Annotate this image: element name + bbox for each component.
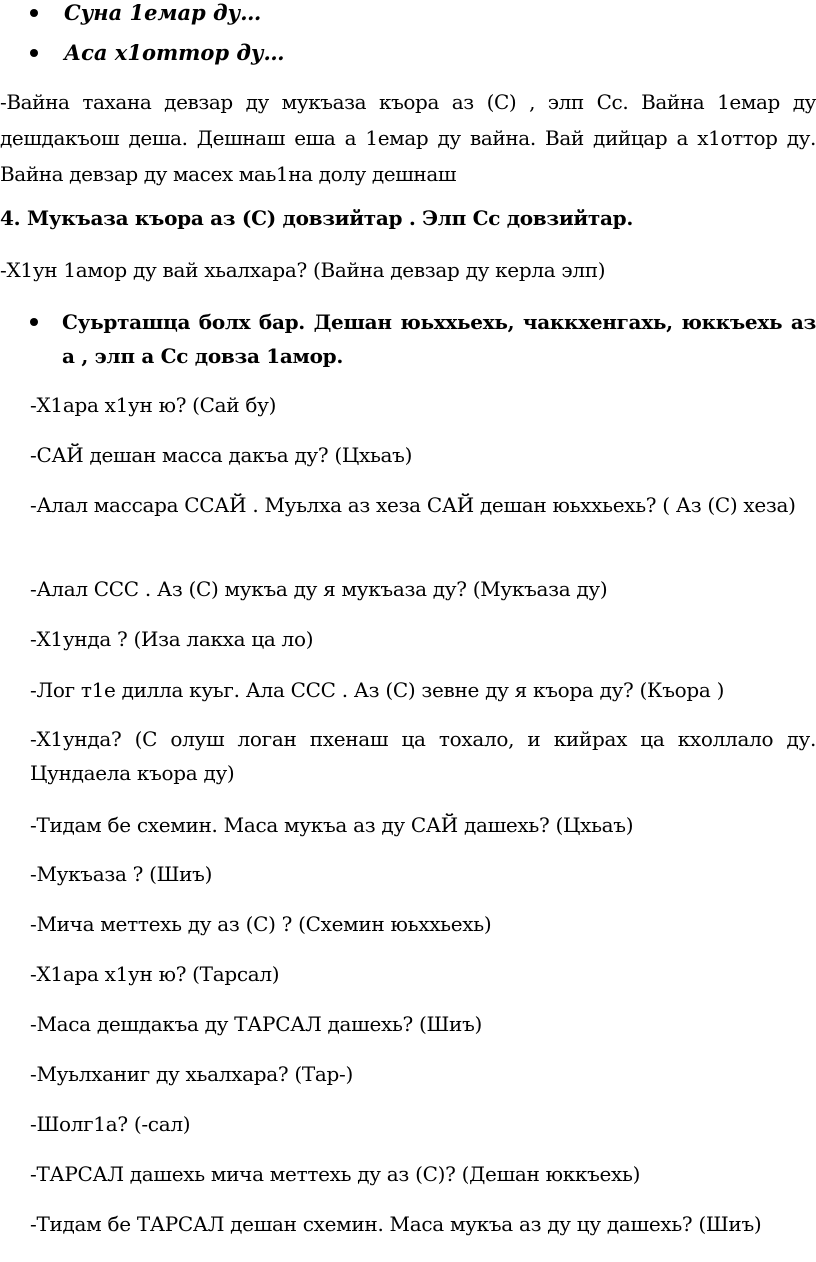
dialogue-line-8: -Тидам бе схемин. Маса мукъа аз ду САЙ дашехь? (Цхьаъ): [30, 813, 634, 837]
dialogue-line-5: -Х1унда ? (Иза лакха ца ло): [30, 627, 314, 651]
dialogue-line-15: -ТАРСАЛ дашехь мича меттехь ду аз (С)? (Дешан юккъехь): [30, 1162, 641, 1186]
dialogue-line-14: -Шолг1а? (-сал): [30, 1112, 191, 1136]
intro-paragraph: -Вайна тахана девзар ду мукъаза къора аз (С) , элп Сс. Вайна 1емар ду дешдакъош деша. Дешнаш еша а 1емар ду вайна. Вай дийцар а х1оттор ду. Вайна девзар ду масех маь1на долу дешнаш: [0, 90, 816, 186]
dialogue-line-2: -САЙ дешан масса дакъа ду? (Цхьаъ): [30, 443, 413, 467]
top-bullet-list: [0, 0, 816, 80]
dialogue-line-4: -Алал ССС . Аз (С) мукъа ду я мукъаза ду? (Мукъаза ду): [30, 577, 608, 601]
dialogue-line-12: -Маса дешдакъа ду ТАРСАЛ дашехь? (Шиъ): [30, 1012, 483, 1036]
bullet-item-2: Аса х1оттор ду…: [0, 40, 816, 80]
dialogue-line-1: -Х1ара х1ун ю? (Сай бу): [30, 393, 277, 417]
bullet-item-1: Суна 1емар ду…: [0, 0, 816, 40]
dialogue-line-10: -Мича меттехь ду аз (С) ? (Схемин юьххьехь): [30, 912, 492, 936]
dialogue-line-3: -Алал массара ССАЙ . Муьлха аз хеза САЙ дешан юьххьехь? ( Аз (С) хеза): [30, 493, 796, 517]
dialogue-line-7: -Х1унда? (С олуш логан пхенаш ца тохало, и кийрах ца кхоллало ду. Цундаела къора ду): [30, 727, 816, 785]
dialogue-line-9: -Мукъаза ? (Шиъ): [30, 862, 213, 886]
dialogue-line-13: -Муьлханиг ду хьалхара? (Тар-): [30, 1062, 353, 1086]
question-line: -Х1ун 1амор ду вай хьалхара? (Вайна девзар ду керла элп): [0, 258, 606, 282]
dialogue-line-11: -Х1ара х1ун ю? (Тарсал): [30, 962, 280, 986]
dialogue-line-16: -Тидам бе ТАРСАЛ дешан схемин. Маса мукъа аз ду цу дашехь? (Шиъ): [30, 1212, 762, 1236]
dialogue-line-6: -Лог т1е дилла куьг. Ала ССС . Аз (С) зевне ду я къора ду? (Къора ): [30, 678, 725, 702]
section-heading: 4. Мукъаза къора аз (С) довзийтар . Элп Сс довзийтар.: [0, 206, 634, 230]
bold-bullet-item: Суьрташца болх бар. Дешан юьххьехь, чаккхенгахь, юккъехь аз а , элп а Сс довза 1амор.: [0, 305, 816, 373]
